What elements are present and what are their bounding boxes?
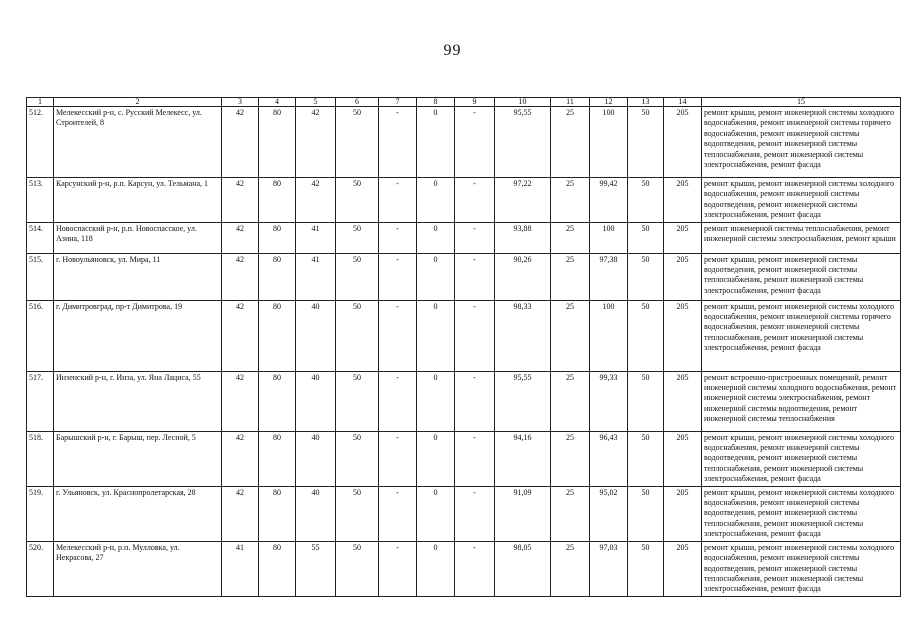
- value-cell-c9: -: [455, 253, 495, 300]
- column-header: 1: [27, 98, 54, 107]
- value-cell-c13: 50: [628, 486, 664, 541]
- value-cell-c7: -: [379, 431, 417, 486]
- column-number-header-row: [27, 98, 901, 107]
- address-cell: г. Ульяновск, ул. Краснопролетарская, 28: [54, 486, 222, 541]
- repair-works-cell: ремонт крыши, ремонт инженерной системы водоотведения, ремонт инженерной системы теплоснабжения, ремонт инженерной системы электроснабжения, ремонт фасада: [702, 253, 901, 300]
- value-cell-c5: 40: [296, 431, 336, 486]
- address-cell: г. Новоульяновск, ул. Мира, 11: [54, 253, 222, 300]
- address-cell: Барышский р-н, г. Барыш, пер. Лесной, 5: [54, 431, 222, 486]
- housing-repair-table: [26, 97, 901, 597]
- value-cell-c12: 97,38: [590, 253, 628, 300]
- value-cell-c6: 50: [336, 486, 379, 541]
- value-cell-c13: 50: [628, 107, 664, 178]
- value-cell-c11: 25: [551, 371, 590, 431]
- table-row: [27, 222, 901, 253]
- value-cell-c12: 95,02: [590, 486, 628, 541]
- value-cell-c3: 42: [222, 253, 259, 300]
- value-cell-c9: -: [455, 178, 495, 223]
- value-cell-c4: 80: [259, 178, 296, 223]
- repair-works-cell: ремонт крыши, ремонт инженерной системы холодного водоснабжения, ремонт инженерной системы водоотведения, ремонт инженерной системы теплоснабжения, ремонт инженерной системы электроснабжения, ремонт фасада: [702, 486, 901, 541]
- repair-works-cell: ремонт крыши, ремонт инженерной системы холодного водоснабжения, ремонт инженерной системы горячего водоснабжения, ремонт инженерной системы теплоснабжения, ремонт инженерной системы электроснабжения, ремонт фасада: [702, 300, 901, 371]
- value-cell-c4: 80: [259, 300, 296, 371]
- value-cell-c5: 40: [296, 300, 336, 371]
- table-row: [27, 486, 901, 541]
- column-header: 15: [702, 98, 901, 107]
- column-header: 8: [417, 98, 455, 107]
- column-header: 9: [455, 98, 495, 107]
- column-header: 3: [222, 98, 259, 107]
- value-cell-c7: -: [379, 300, 417, 371]
- value-cell-c13: 50: [628, 371, 664, 431]
- table-row: [27, 431, 901, 486]
- value-cell-c8: 0: [417, 300, 455, 371]
- column-header: 12: [590, 98, 628, 107]
- value-cell-c5: 55: [296, 541, 336, 596]
- page-number: 99: [443, 42, 462, 59]
- row-number: 518.: [27, 431, 54, 486]
- value-cell-c3: 42: [222, 300, 259, 371]
- value-cell-c13: 50: [628, 300, 664, 371]
- row-number: 516.: [27, 300, 54, 371]
- repair-works-cell: ремонт инженерной системы теплоснабжения, ремонт инженерной системы электроснабжения, ремонт крыши: [702, 222, 901, 253]
- repair-works-cell: ремонт встроенно-пристроенных помещений, ремонт инженерной системы холодного водоснабжения, ремонт инженерной системы электроснабжения, ремонт инженерной системы водоотведения, ремонт инженерной системы теплоснабжения: [702, 371, 901, 431]
- table-row: [27, 178, 901, 223]
- value-cell-c14: 205: [664, 300, 702, 371]
- address-cell: Карсунский р-н, р.п. Карсун, ул. Тельмана, 1: [54, 178, 222, 223]
- value-cell-c6: 50: [336, 541, 379, 596]
- column-header: 10: [495, 98, 551, 107]
- value-cell-c14: 205: [664, 371, 702, 431]
- row-number: 513.: [27, 178, 54, 223]
- value-cell-c8: 0: [417, 253, 455, 300]
- value-cell-c13: 50: [628, 253, 664, 300]
- column-header: 11: [551, 98, 590, 107]
- value-cell-c9: -: [455, 541, 495, 596]
- value-cell-c3: 42: [222, 371, 259, 431]
- value-cell-c8: 0: [417, 541, 455, 596]
- row-number: 519.: [27, 486, 54, 541]
- value-cell-c4: 80: [259, 431, 296, 486]
- value-cell-c14: 205: [664, 253, 702, 300]
- value-cell-c6: 50: [336, 300, 379, 371]
- value-cell-c3: 42: [222, 178, 259, 223]
- value-cell-c3: 42: [222, 107, 259, 178]
- repair-works-cell: ремонт крыши, ремонт инженерной системы холодного водоснабжения, ремонт инженерной системы водоотведения, ремонт инженерной системы теплоснабжения, ремонт инженерной системы электроснабжения, ремонт фасада: [702, 541, 901, 596]
- value-cell-c3: 42: [222, 222, 259, 253]
- value-cell-c12: 100: [590, 300, 628, 371]
- value-cell-c14: 205: [664, 222, 702, 253]
- value-cell-c10: 98,05: [495, 541, 551, 596]
- column-header: 6: [336, 98, 379, 107]
- value-cell-c10: 98,33: [495, 300, 551, 371]
- value-cell-c12: 100: [590, 107, 628, 178]
- address-cell: Мелекесский р-н, с. Русский Мелекесс, ул. Строителей, 8: [54, 107, 222, 178]
- value-cell-c5: 42: [296, 178, 336, 223]
- value-cell-c5: 40: [296, 371, 336, 431]
- value-cell-c4: 80: [259, 107, 296, 178]
- column-header: 7: [379, 98, 417, 107]
- value-cell-c13: 50: [628, 431, 664, 486]
- value-cell-c6: 50: [336, 371, 379, 431]
- value-cell-c14: 205: [664, 541, 702, 596]
- value-cell-c13: 50: [628, 541, 664, 596]
- column-header: 4: [259, 98, 296, 107]
- value-cell-c6: 50: [336, 222, 379, 253]
- value-cell-c7: -: [379, 541, 417, 596]
- value-cell-c11: 25: [551, 300, 590, 371]
- value-cell-c11: 25: [551, 486, 590, 541]
- value-cell-c8: 0: [417, 486, 455, 541]
- value-cell-c3: 41: [222, 541, 259, 596]
- value-cell-c11: 25: [551, 431, 590, 486]
- value-cell-c13: 50: [628, 178, 664, 223]
- value-cell-c7: -: [379, 253, 417, 300]
- value-cell-c8: 0: [417, 371, 455, 431]
- value-cell-c11: 25: [551, 107, 590, 178]
- value-cell-c8: 0: [417, 178, 455, 223]
- value-cell-c6: 50: [336, 253, 379, 300]
- value-cell-c5: 41: [296, 253, 336, 300]
- repair-works-cell: ремонт крыши, ремонт инженерной системы холодного водоснабжения, ремонт инженерной системы водоотведения, ремонт инженерной системы теплоснабжения, ремонт инженерной системы электроснабжения, ремонт фасада: [702, 431, 901, 486]
- value-cell-c6: 50: [336, 431, 379, 486]
- value-cell-c7: -: [379, 107, 417, 178]
- repair-works-cell: ремонт крыши, ремонт инженерной системы холодного водоснабжения, ремонт инженерной системы водоотведения, ремонт инженерной системы электроснабжения, ремонт фасада: [702, 178, 901, 223]
- value-cell-c9: -: [455, 486, 495, 541]
- row-number: 515.: [27, 253, 54, 300]
- value-cell-c10: 95,55: [495, 371, 551, 431]
- value-cell-c8: 0: [417, 222, 455, 253]
- value-cell-c4: 80: [259, 541, 296, 596]
- value-cell-c7: -: [379, 222, 417, 253]
- address-cell: Новоспасский р-н, р.п. Новоспасское, ул. Азина, 118: [54, 222, 222, 253]
- column-header: 2: [54, 98, 222, 107]
- value-cell-c7: -: [379, 486, 417, 541]
- value-cell-c12: 99,42: [590, 178, 628, 223]
- value-cell-c13: 50: [628, 222, 664, 253]
- value-cell-c3: 42: [222, 431, 259, 486]
- value-cell-c4: 80: [259, 253, 296, 300]
- value-cell-c8: 0: [417, 107, 455, 178]
- column-header: 5: [296, 98, 336, 107]
- value-cell-c12: 96,43: [590, 431, 628, 486]
- value-cell-c14: 205: [664, 486, 702, 541]
- value-cell-c10: 90,26: [495, 253, 551, 300]
- value-cell-c3: 42: [222, 486, 259, 541]
- value-cell-c8: 0: [417, 431, 455, 486]
- value-cell-c9: -: [455, 107, 495, 178]
- table-row: [27, 107, 901, 178]
- value-cell-c12: 99,33: [590, 371, 628, 431]
- value-cell-c10: 91,09: [495, 486, 551, 541]
- column-header: 14: [664, 98, 702, 107]
- value-cell-c5: 41: [296, 222, 336, 253]
- column-header: 13: [628, 98, 664, 107]
- value-cell-c12: 100: [590, 222, 628, 253]
- row-number: 512.: [27, 107, 54, 178]
- table-row: [27, 253, 901, 300]
- value-cell-c4: 80: [259, 222, 296, 253]
- address-cell: г. Димитровград, пр-т Димитрова, 19: [54, 300, 222, 371]
- address-cell: Инзенский р-н, г. Инза, ул. Яна Лациса, 55: [54, 371, 222, 431]
- value-cell-c11: 25: [551, 178, 590, 223]
- value-cell-c10: 97,22: [495, 178, 551, 223]
- repair-works-cell: ремонт крыши, ремонт инженерной системы холодного водоснабжения, ремонт инженерной системы горячего водоснабжения, ремонт инженерной системы водоотведения, ремонт инженерной системы теплоснабжения, ремонт инженерной системы электроснабжения, ремонт фасада: [702, 107, 901, 178]
- value-cell-c6: 50: [336, 178, 379, 223]
- value-cell-c11: 25: [551, 541, 590, 596]
- value-cell-c7: -: [379, 371, 417, 431]
- value-cell-c9: -: [455, 431, 495, 486]
- table-row: [27, 300, 901, 371]
- value-cell-c10: 94,16: [495, 431, 551, 486]
- row-number: 514.: [27, 222, 54, 253]
- value-cell-c10: 93,88: [495, 222, 551, 253]
- value-cell-c6: 50: [336, 107, 379, 178]
- value-cell-c12: 97,03: [590, 541, 628, 596]
- row-number: 520.: [27, 541, 54, 596]
- address-cell: Мелекесский р-н, р.п. Мулловка, ул. Некрасова, 27: [54, 541, 222, 596]
- value-cell-c4: 80: [259, 486, 296, 541]
- value-cell-c14: 205: [664, 107, 702, 178]
- value-cell-c11: 25: [551, 222, 590, 253]
- value-cell-c4: 80: [259, 371, 296, 431]
- value-cell-c5: 40: [296, 486, 336, 541]
- value-cell-c9: -: [455, 371, 495, 431]
- table-row: [27, 541, 901, 596]
- value-cell-c9: -: [455, 222, 495, 253]
- value-cell-c11: 25: [551, 253, 590, 300]
- row-number: 517.: [27, 371, 54, 431]
- value-cell-c5: 42: [296, 107, 336, 178]
- value-cell-c14: 205: [664, 431, 702, 486]
- value-cell-c10: 95,55: [495, 107, 551, 178]
- value-cell-c14: 205: [664, 178, 702, 223]
- value-cell-c9: -: [455, 300, 495, 371]
- table-row: [27, 371, 901, 431]
- value-cell-c7: -: [379, 178, 417, 223]
